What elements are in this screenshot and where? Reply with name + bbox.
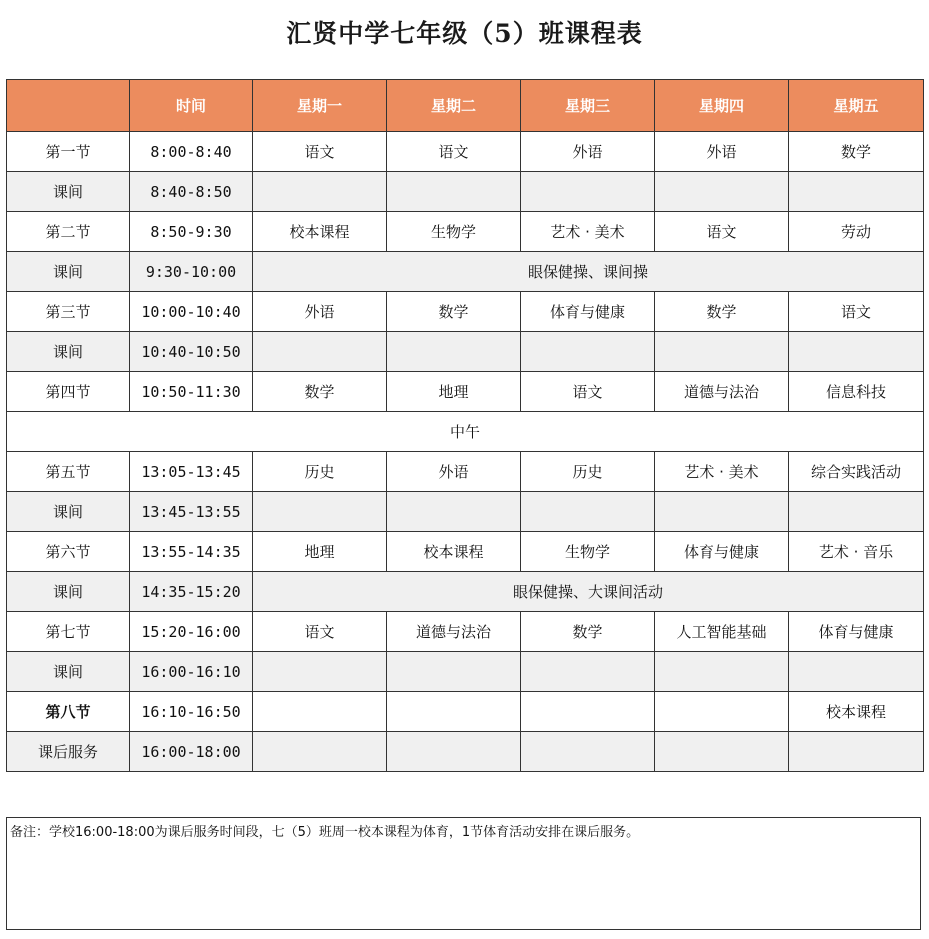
course-cell-wednesday [521,692,655,732]
break-row [7,652,924,692]
course-cell-tuesday [387,332,521,372]
course-cell-friday [789,492,924,532]
course-cell-wednesday [521,732,655,772]
course-cell-monday: 语文 [253,132,387,172]
course-cell-thursday [655,692,789,732]
course-cell-friday: 劳动 [789,212,924,252]
course-cell-tuesday [387,732,521,772]
period-time: 16:10-16:50 [130,692,253,732]
timetable [6,79,924,772]
lesson-row [7,532,924,572]
course-cell-thursday: 外语 [655,132,789,172]
period-time: 15:20-16:00 [130,612,253,652]
header-monday: 星期一 [253,80,387,132]
course-cell-monday: 校本课程 [253,212,387,252]
course-cell-thursday: 道德与法治 [655,372,789,412]
course-cell-wednesday: 艺术 · 美术 [521,212,655,252]
course-cell-monday: 外语 [253,292,387,332]
lesson-row [7,692,924,732]
lesson-row [7,132,924,172]
lesson-row [7,372,924,412]
period-label: 课间 [7,172,130,212]
course-cell-tuesday [387,652,521,692]
course-cell-tuesday: 道德与法治 [387,612,521,652]
remarks-box: 备注：学校16:00-18:00为课后服务时间段，七（5）班周一校本课程为体育，1节体育活动安排在课后服务。 [6,817,921,930]
header-time: 时间 [130,80,253,132]
period-time: 13:05-13:45 [130,452,253,492]
course-cell-friday: 综合实践活动 [789,452,924,492]
course-cell-thursday [655,492,789,532]
break-row [7,492,924,532]
period-time: 9:30-10:00 [130,252,253,292]
header-tuesday: 星期二 [387,80,521,132]
course-cell-tuesday: 地理 [387,372,521,412]
course-cell-friday: 数学 [789,132,924,172]
period-time: 10:40-10:50 [130,332,253,372]
period-time: 8:50-9:30 [130,212,253,252]
break-row [7,172,924,212]
course-cell-thursday [655,172,789,212]
course-cell-thursday [655,652,789,692]
merged-activity-cell: 眼保健操、大课间活动 [253,572,924,612]
course-cell-tuesday [387,692,521,732]
course-cell-monday [253,732,387,772]
course-cell-friday: 信息科技 [789,372,924,412]
course-cell-wednesday [521,652,655,692]
course-cell-monday: 地理 [253,532,387,572]
merged-activity-cell: 眼保健操、课间操 [253,252,924,292]
period-label: 第六节 [7,532,130,572]
timetable-header [7,80,924,132]
period-time: 13:45-13:55 [130,492,253,532]
course-cell-friday [789,732,924,772]
period-time: 10:00-10:40 [130,292,253,332]
course-cell-monday: 数学 [253,372,387,412]
course-cell-thursday [655,732,789,772]
course-cell-monday [253,492,387,532]
course-cell-tuesday: 外语 [387,452,521,492]
course-cell-friday: 艺术 · 音乐 [789,532,924,572]
course-cell-wednesday: 数学 [521,612,655,652]
course-cell-friday [789,172,924,212]
course-cell-monday: 历史 [253,452,387,492]
period-label: 第三节 [7,292,130,332]
period-label: 课间 [7,252,130,292]
break-row [7,252,924,292]
course-cell-thursday: 语文 [655,212,789,252]
course-cell-wednesday: 历史 [521,452,655,492]
lesson-row [7,212,924,252]
header-wednesday: 星期三 [521,80,655,132]
course-cell-tuesday: 校本课程 [387,532,521,572]
course-cell-wednesday: 语文 [521,372,655,412]
course-cell-wednesday: 外语 [521,132,655,172]
course-cell-wednesday: 体育与健康 [521,292,655,332]
course-cell-thursday [655,332,789,372]
noon-cell: 中午 [7,412,924,452]
course-cell-thursday: 体育与健康 [655,532,789,572]
period-label: 第二节 [7,212,130,252]
course-cell-monday [253,332,387,372]
lesson-row [7,612,924,652]
course-cell-friday [789,332,924,372]
period-label: 课间 [7,492,130,532]
course-cell-monday [253,652,387,692]
course-cell-friday: 校本课程 [789,692,924,732]
period-label: 第七节 [7,612,130,652]
break-row [7,572,924,612]
course-cell-tuesday: 数学 [387,292,521,332]
course-cell-friday: 体育与健康 [789,612,924,652]
period-label: 课后服务 [7,732,130,772]
course-cell-wednesday: 生物学 [521,532,655,572]
course-cell-tuesday: 语文 [387,132,521,172]
course-cell-friday: 语文 [789,292,924,332]
course-cell-thursday: 人工智能基础 [655,612,789,652]
course-cell-monday [253,692,387,732]
course-cell-tuesday: 生物学 [387,212,521,252]
course-cell-tuesday [387,492,521,532]
course-cell-monday [253,172,387,212]
period-time: 8:00-8:40 [130,132,253,172]
page-title: 汇贤中学七年级（5）班课程表 [286,19,643,48]
header-thursday: 星期四 [655,80,789,132]
break-row [7,732,924,772]
period-label: 第一节 [7,132,130,172]
period-time: 10:50-11:30 [130,372,253,412]
period-time: 8:40-8:50 [130,172,253,212]
course-cell-wednesday [521,172,655,212]
period-label: 第五节 [7,452,130,492]
lesson-row [7,452,924,492]
period-label: 课间 [7,572,130,612]
period-label: 第八节 [7,692,130,732]
period-label: 课间 [7,652,130,692]
period-time: 16:00-18:00 [130,732,253,772]
course-cell-wednesday [521,492,655,532]
course-cell-monday: 语文 [253,612,387,652]
period-time: 13:55-14:35 [130,532,253,572]
header-corner-cell [7,80,130,132]
period-time: 16:00-16:10 [130,652,253,692]
course-cell-tuesday [387,172,521,212]
header-friday: 星期五 [789,80,924,132]
course-cell-friday [789,652,924,692]
header-row [7,80,924,132]
period-label: 第四节 [7,372,130,412]
course-cell-thursday: 艺术 · 美术 [655,452,789,492]
period-label: 课间 [7,332,130,372]
lesson-row [7,292,924,332]
noon-row [7,412,924,452]
course-cell-wednesday [521,332,655,372]
period-time: 14:35-15:20 [130,572,253,612]
course-cell-thursday: 数学 [655,292,789,332]
timetable-body [7,132,924,772]
break-row [7,332,924,372]
